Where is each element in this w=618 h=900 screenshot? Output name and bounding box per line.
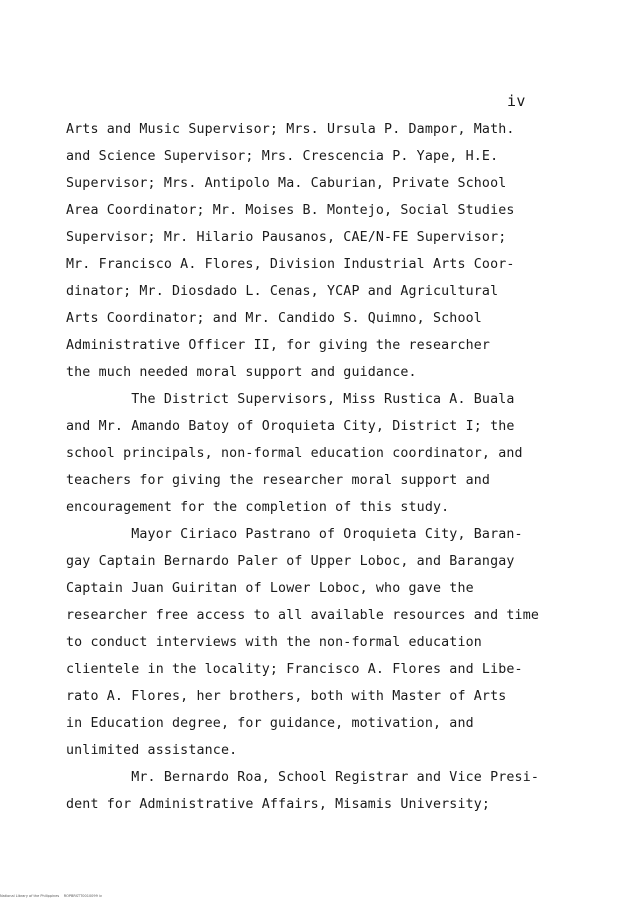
page-number: iv (507, 92, 526, 110)
library-footer: National Library of the Philippines ROPBRSTT0010099 iv (0, 894, 103, 898)
text-line: clientele in the locality; Francisco A. Flores and Libe- (66, 662, 523, 677)
text-line: Supervisor; Mr. Hilario Pausanos, CAE/N-FE Supervisor; (66, 230, 507, 245)
text-line: Arts Coordinator; and Mr. Candido S. Quimno, School (66, 311, 482, 326)
text-line: school principals, non-formal education coordinator, and (66, 446, 523, 461)
text-line: Administrative Officer II, for giving the researcher (66, 338, 491, 353)
text-line: teachers for giving the researcher moral support and (66, 473, 491, 488)
text-line: dent for Administrative Affairs, Misamis University; (66, 797, 491, 812)
text-line: researcher free access to all available resources and time (66, 608, 540, 623)
text-line: and Science Supervisor; Mrs. Crescencia P. Yape, H.E. (66, 149, 499, 164)
text-line: encouragement for the completion of this study. (66, 500, 450, 515)
text-line: Mr. Bernardo Roa, School Registrar and Vice Presi- (66, 770, 540, 785)
text-line: the much needed moral support and guidance. (66, 365, 417, 380)
text-line: Arts and Music Supervisor; Mrs. Ursula P. Dampor, Math. (66, 122, 515, 137)
text-line: unlimited assistance. (66, 743, 238, 758)
text-line: Mayor Ciriaco Pastrano of Oroquieta City, Baran- (66, 527, 523, 542)
text-line: Supervisor; Mrs. Antipolo Ma. Caburian, Private School (66, 176, 507, 191)
text-line: to conduct interviews with the non-formal education (66, 635, 482, 650)
text-line: and Mr. Amando Batoy of Oroquieta City, District I; the (66, 419, 515, 434)
text-line: dinator; Mr. Diosdado L. Cenas, YCAP and Agricultural (66, 284, 499, 299)
text-line: The District Supervisors, Miss Rustica A. Buala (66, 392, 515, 407)
acknowledgment-text (66, 116, 566, 818)
text-line: gay Captain Bernardo Paler of Upper Loboc, and Barangay (66, 554, 515, 569)
text-line: Area Coordinator; Mr. Moises B. Montejo, Social Studies (66, 203, 515, 218)
text-line: rato A. Flores, her brothers, both with Master of Arts (66, 689, 507, 704)
text-line: Captain Juan Guiritan of Lower Loboc, who gave the (66, 581, 474, 596)
text-line: in Education degree, for guidance, motivation, and (66, 716, 474, 731)
text-line: Mr. Francisco A. Flores, Division Industrial Arts Coor- (66, 257, 515, 272)
